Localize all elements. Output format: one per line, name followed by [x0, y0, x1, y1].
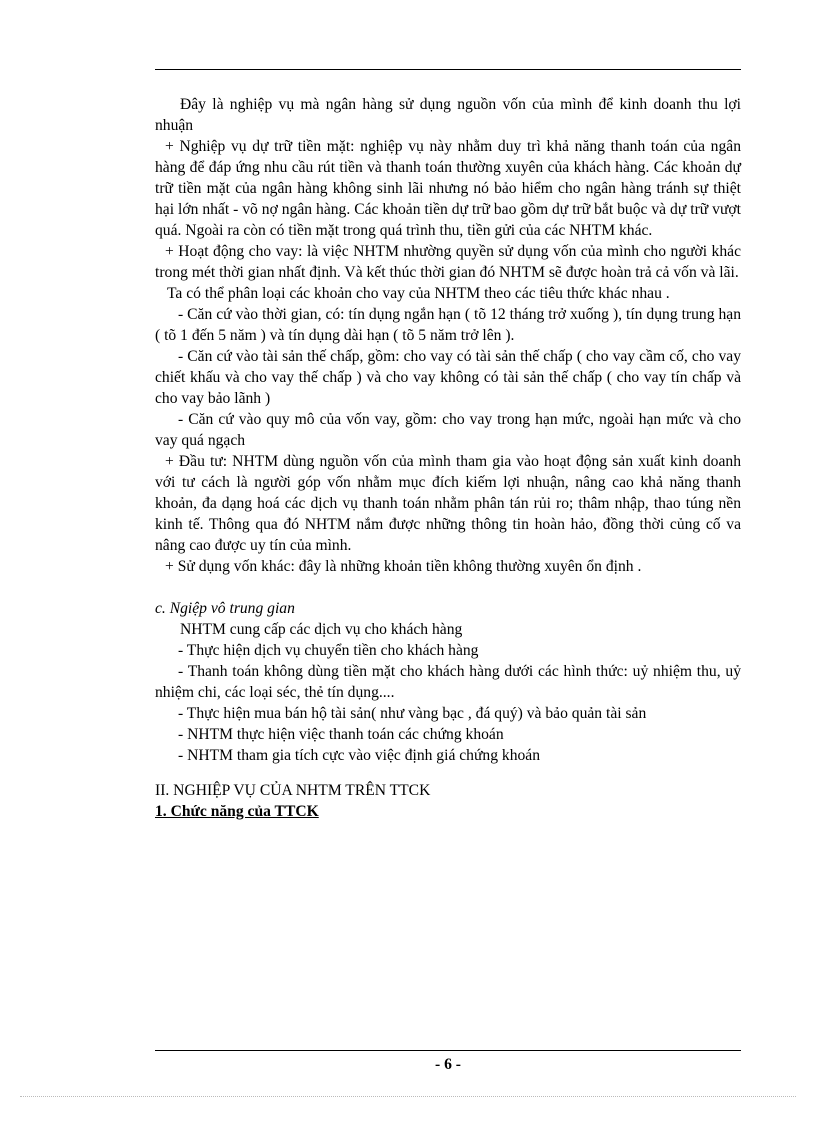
page-body — [155, 94, 741, 822]
paragraph: + Nghiệp vụ dự trữ tiền mặt: nghiệp vụ này nhằm duy trì khả năng thanh toán của ngân hàng để đáp ứng nhu cầu rút tiền và thanh toán thường xuyên của khách hàng. Các khoản dự trữ tiền mặt của ngân hàng không sinh lãi nhưng nó bảo hiểm cho ngân hàng tránh sự thiệt hại lớn nhất - võ nợ ngân hàng. Các khoản tiền dự trữ bao gồm dự trữ bắt buộc và dự trữ vượt quá. Ngoài ra còn có tiền mặt trong quá trình thu, tiền gửi của các NHTM khác. — [155, 138, 741, 239]
paragraph: + Đầu tư: NHTM dùng nguồn vốn của mình tham gia vào hoạt động sản xuất kinh doanh với tư cách là người góp vốn nhằm mục đích kiếm lợi nhuận, nâng cao khả năng thanh khoản, đa dạng hoá các dịch vụ thanh toán nhằm phân tán rủi ro; thâm nhập, thao túng nền kinh tế. Thông qua đó NHTM nắm được những thông tin hoàn hảo, đồng thời củng cố va nâng cao được uy tín của mình. — [155, 453, 741, 554]
paragraph: + Sử dụng vốn khác: đây là những khoản tiền không thường xuyên ổn định . — [165, 558, 642, 575]
paragraph: - Căn cứ vào tài sản thế chấp, gồm: cho vay có tài sản thế chấp ( cho vay cầm cố, cho vay chiết khấu và cho vay thế chấp ) và cho vay không có tài sản thế chấp ( cho vay tín chấp và cho vay bảo lãnh ) — [155, 348, 741, 407]
paragraph: Đây là nghiệp vụ mà ngân hàng sử dụng nguồn vốn của mình để kinh doanh thu lợi nhuận — [155, 96, 741, 134]
paragraph: - Căn cứ vào thời gian, có: tín dụng ngắn hạn ( tõ 12 tháng trở xuống ), tín dụng trung hạn ( tõ 1 đến 5 năm ) và tín dụng dài hạn ( tõ 5 năm trở lên ). — [155, 306, 741, 344]
list-item: - Thực hiện dịch vụ chuyển tiền cho khách hàng — [178, 642, 479, 659]
page-number-text: - 6 - — [435, 1056, 461, 1073]
paragraph: - Căn cứ vào quy mô của vốn vay, gồm: cho vay trong hạn mức, ngoài hạn mức và cho vay quá ngạch — [155, 411, 741, 449]
page-number — [0, 1056, 816, 1074]
paragraph: + Hoạt động cho vay: là việc NHTM nhường quyền sử dụng vốn của mình cho người khác trong mét thời gian nhất định. Và kết thúc thời gian đó NHTM sẽ được hoàn trả cả vốn và lãi. — [155, 243, 741, 281]
spacer — [155, 577, 741, 598]
section-c-intro: NHTM cung cấp các dịch vụ cho khách hàng — [180, 621, 463, 638]
list-item: - Thanh toán không dùng tiền mặt cho khách hàng dưới các hình thức: uỷ nhiệm thu, uỷ nhiệm chi, các loại séc, thẻ tín dụng.... — [155, 663, 741, 701]
list-item: - NHTM thực hiện việc thanh toán các chứng khoán — [178, 726, 504, 743]
section-c-heading: c. Ngiệp vô trung gian — [155, 600, 295, 617]
footer-rule — [155, 1050, 741, 1051]
section-ii-heading: II. NGHIỆP VỤ CỦA NHTM TRÊN TTCK — [155, 782, 431, 799]
page-boundary — [20, 1096, 796, 1097]
section-ii-subheading: 1. Chức năng của TTCK — [155, 803, 319, 820]
list-item: - NHTM tham gia tích cực vào việc định giá chứng khoán — [178, 747, 541, 764]
header-rule — [155, 69, 741, 70]
list-item: - Thực hiện mua bán hộ tài sản( như vàng bạc , đá quý) và bảo quản tài sản — [178, 705, 647, 722]
spacer — [155, 766, 741, 780]
paragraph: Ta có thể phân loại các khoản cho vay của NHTM theo các tiêu thức khác nhau . — [167, 285, 670, 302]
